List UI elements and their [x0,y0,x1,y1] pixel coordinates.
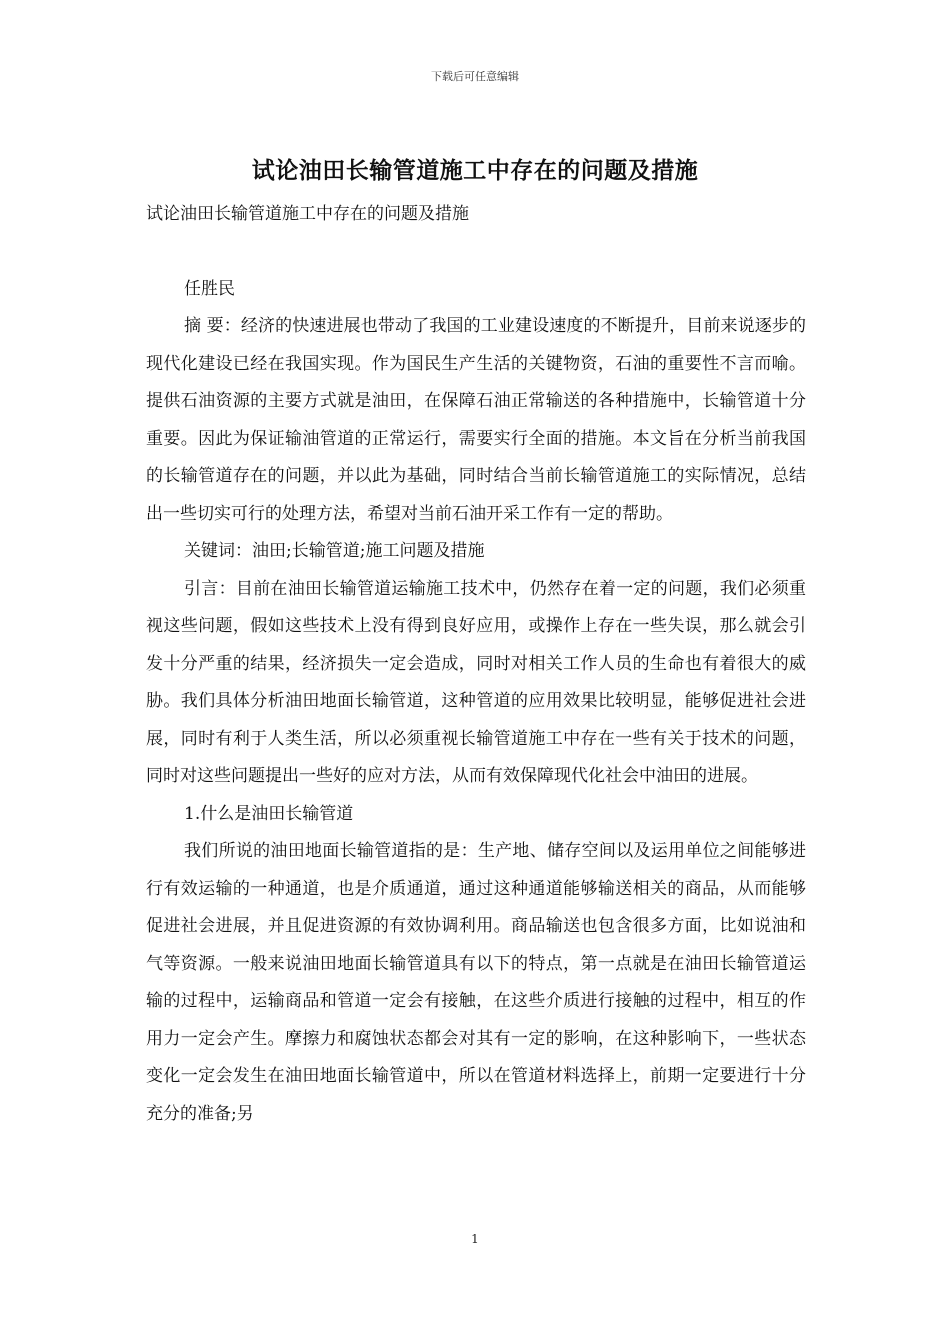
intro-paragraph: 引言：目前在油田长输管道运输施工技术中，仍然存在着一定的问题，我们必须重视这些问题，假如这些技术上没有得到良好应用，或操作上存在一些失误，那么就会引发十分严重的结果，经济损失一定会造成，同时对相关工作人员的生命也有着很大的威胁。我们具体分析油田地面长输管道，这种管道的应用效果比较明显，能够促进社会进展，同时有利于人类生活，所以必须重视长输管道施工中存在一些有关于技术的问题，同时对这些问题提出一些好的应对方法，从而有效保障现代化社会中油田的进展。 [146,578,806,786]
document-body [146,196,806,1133]
page-number: 1 [471,1232,479,1246]
blank-line [146,234,806,271]
abstract-paragraph: 摘 要：经济的快速进展也带动了我国的工业建设速度的不断提升，目前来说逐步的现代化建设已经在我国实现。作为国民生产生活的关键物资，石油的重要性不言而喻。提供石油资源的主要方式就是油田，在保障石油正常输送的各种措施中，长输管道十分重要。因此为保证输油管道的正常运行，需要实行全面的措施。本文旨在分析当前我国的长输管道存在的问题，并以此为基础，同时结合当前长输管道施工的实际情况，总结出一些切实可行的处理方法，希望对当前石油开采工作有一定的帮助。 [146,316,806,524]
header-note: 下载后可任意编辑 [431,70,519,83]
document-title: 试论油田长输管道施工中存在的问题及措施 [251,158,699,184]
document-subtitle: 试论油田长输管道施工中存在的问题及措施 [146,204,469,224]
author-name: 任胜民 [184,278,235,299]
section-heading: 1.什么是油田长输管道 [184,803,354,824]
section-paragraph: 我们所说的油田地面长输管道指的是：生产地、储存空间以及运用单位之间能够进行有效运输的一种通道，也是介质通道，通过这种通道能够输送相关的商品，从而能够促进社会进展，并且促进资源的有效协调利用。商品输送也包含很多方面，比如说油和气等资源。一般来说油田地面长输管道具有以下的特点，第一点就是在油田长输管道运输的过程中，运输商品和管道一定会有接触，在这些介质进行接触的过程中，相互的作用力一定会产生。摩擦力和腐蚀状态都会对其有一定的影响，在这种影响下，一些状态变化一定会发生在油田地面长输管道中，所以在管道材料选择上，前期一定要进行十分充分的准备;另 [146,841,806,1124]
keywords-line: 关键词：油田;长输管道;施工问题及措施 [184,541,485,561]
